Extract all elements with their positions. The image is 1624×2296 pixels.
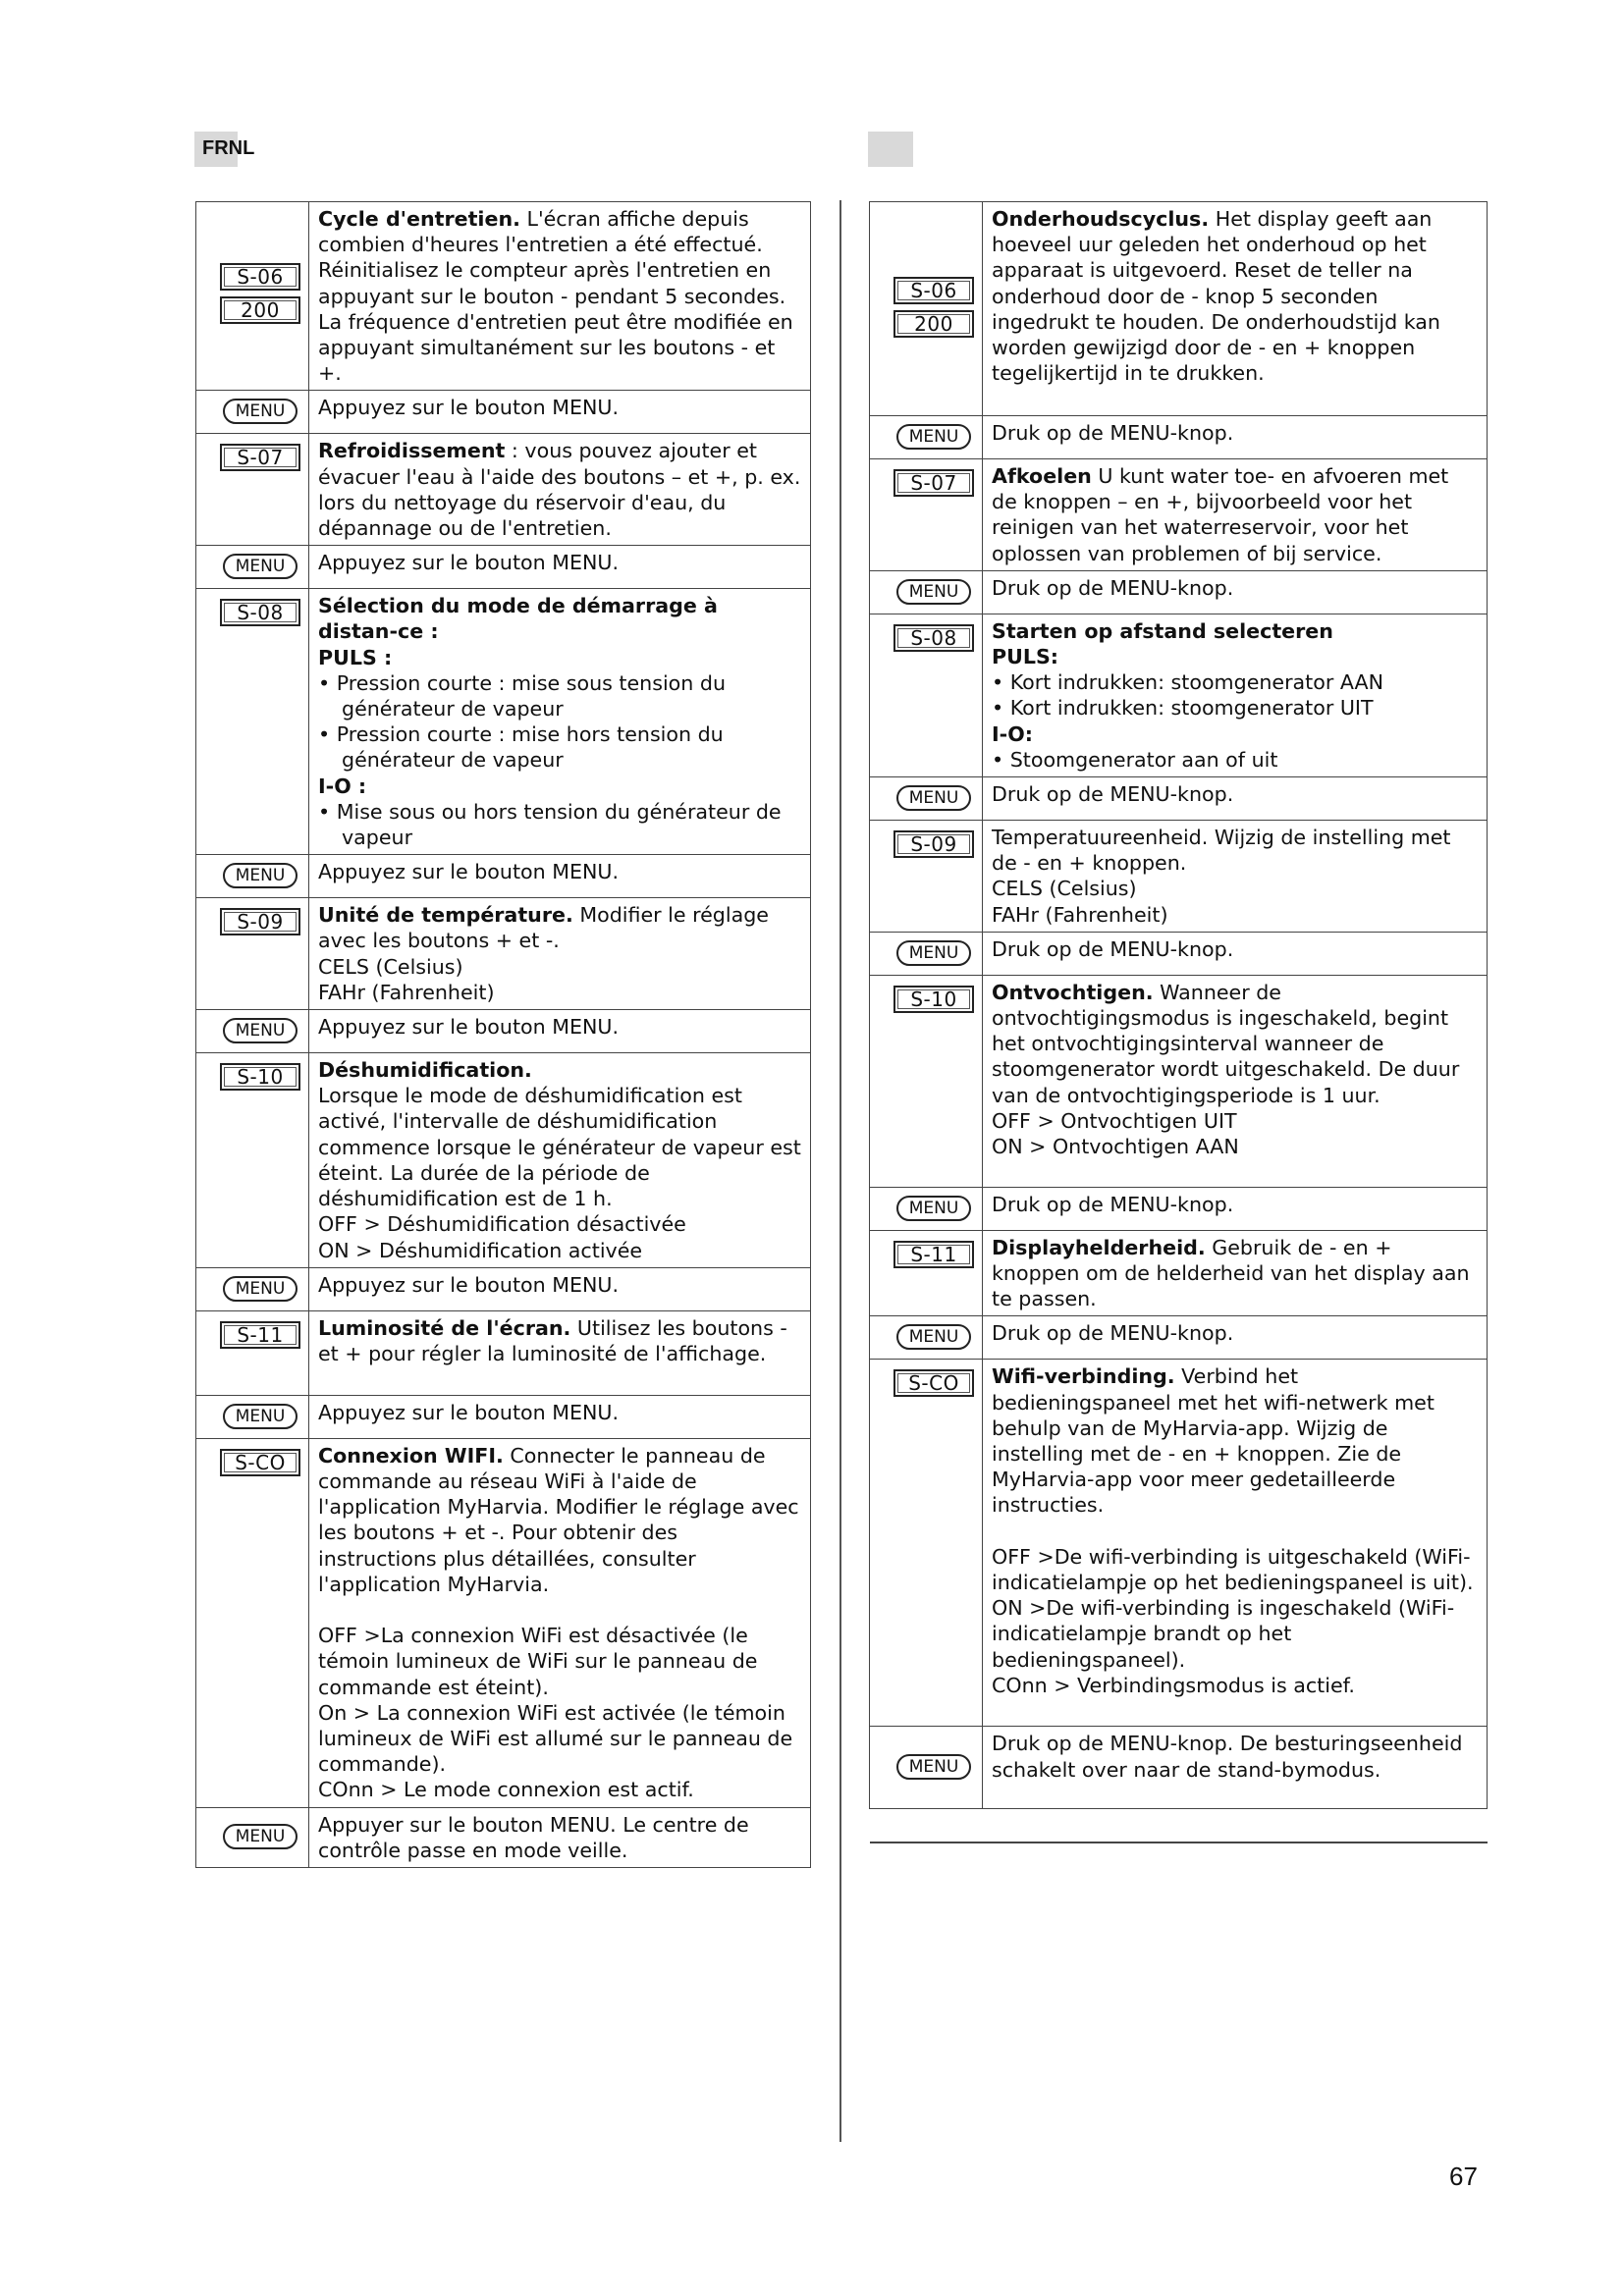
language-code: FRNL <box>202 137 255 159</box>
display-code-box: S-07 <box>893 469 974 497</box>
fr-row-menu-final: MENU Appuyer sur le bouton MENU. Le centre de contrôle passe en mode veille. <box>196 1807 811 1867</box>
menu-button-icon: MENU <box>223 399 298 424</box>
language-tab <box>194 132 255 167</box>
display-code-box: S-10 <box>220 1063 300 1091</box>
display-value-box: 200 <box>220 296 300 324</box>
fr-row-s09: S-09 Unité de température. Modifier le réglage avec les boutons + et -. CELS (Celsius) FAHr (Fahrenheit) <box>196 898 811 1010</box>
fr-row-s06 <box>196 202 811 391</box>
nl-row-s09: S-09 Temperatuureenheid. Wijzig de instelling met de - en + knoppen. CELS (Celsius) FAHr (Fahrenheit) <box>870 821 1488 933</box>
display-code-box: S-CO <box>220 1449 300 1476</box>
menu-button-icon: MENU <box>223 554 298 579</box>
menu-button-icon: MENU <box>223 863 298 888</box>
nl-row-menu: MENU Druk op de MENU-knop. <box>870 1187 1488 1230</box>
nl-row-s08: S-08 Starten op afstand selecteren PULS: • Kort indrukken: stoomgenerator AAN • Kort indrukken: stoomgenerator UIT I-O: • Stoomgenerator aan of uit <box>870 614 1488 776</box>
menu-button-icon: MENU <box>223 1824 298 1849</box>
fr-row-sco: S-CO Connexion WIFI. Connecter le panneau de commande au réseau WiFi à l'aide de l'application MyHarvia. Modifier le réglage avec les boutons + et -. Pour obtenir des instructions plus détaillées, consulter l'application MyHarvia. OFF >La connexion WiFi est désactivée (le témoin lumineux de WiFi sur le panneau de commande est éteint). On > La connexion WiFi est activée (le témoin lumineux de WiFi est allumé sur le panneau de commande). COnn > Le mode connexion est actif. <box>196 1438 811 1807</box>
menu-button-icon: MENU <box>223 1018 298 1043</box>
menu-button-icon: MENU <box>223 1404 298 1429</box>
display-value-box: 200 <box>893 310 974 338</box>
display-code-box: S-11 <box>220 1321 300 1349</box>
nl-row-sco: S-CO Wifi-verbinding. Verbind het bedieningspaneel met het wifi-netwerk met behulp van de MyHarvia-app. Wijzig de instelling met de - en + knoppen. Zie de MyHarvia-app voor meer gedetailleerde instructies. OFF >De wifi-verbinding is uitgeschakeld (WiFi-indicatielampje op het bedieningspaneel is uit). ON >De wifi-verbinding is ingeschakeld (WiFi-indicatielampje brandt op het bedieningspaneel). COnn > Verbindingsmodus is actief. <box>870 1360 1488 1727</box>
fr-row-s10: S-10 Déshumidification. Lorsque le mode de déshumidification est activé, l'intervalle de déshumidification commence lorsque le générateur de vapeur est éteint. La durée de la période de déshumidification est de 1 h. OFF > Déshumidification désactivée ON > Déshumidification activée <box>196 1053 811 1268</box>
nl-row-menu: MENU Druk op de MENU-knop. <box>870 1316 1488 1360</box>
nl-row-menu-final: MENU Druk op de MENU-knop. De besturingseenheid schakelt over naar de stand-bymodus. <box>870 1727 1488 1809</box>
fr-settings-table <box>195 201 811 1868</box>
menu-button-icon: MENU <box>896 785 971 811</box>
language-tab-blank <box>868 132 913 167</box>
nl-row-menu: MENU Druk op de MENU-knop. <box>870 570 1488 614</box>
separator-line <box>870 1842 1488 1843</box>
menu-button-icon: MENU <box>896 1324 971 1350</box>
display-code-box: S-09 <box>220 908 300 935</box>
fr-row-menu: MENU Appuyez sur le bouton MENU. <box>196 546 811 589</box>
menu-button-icon: MENU <box>896 424 971 450</box>
display-code-box: S-09 <box>893 830 974 858</box>
display-code-box: S-07 <box>220 444 300 471</box>
menu-button-icon: MENU <box>223 1276 298 1302</box>
display-code-box: S-06 <box>220 263 300 291</box>
menu-button-icon: MENU <box>896 1754 971 1780</box>
display-code-box: S-06 <box>893 277 974 304</box>
menu-button-icon: MENU <box>896 940 971 966</box>
fr-row-s07: S-07 Refroidissement : vous pouvez ajouter et évacuer l'eau à l'aide des boutons – et +, p. ex. lors du nettoyage du réservoir d'eau, du dépannage ou de l'entretien. <box>196 434 811 546</box>
nl-row-s11: S-11 Displayhelderheid. Gebruik de - en + knoppen om de helderheid van het display aan te passen. <box>870 1230 1488 1316</box>
display-code-box: S-10 <box>893 986 974 1013</box>
display-code-box: S-11 <box>893 1241 974 1268</box>
fr-s06-desc: Cycle d'entretien. L'écran affiche depuis combien d'heures l'entretien a été effectué. Réinitialisez le compteur après l'entretien en appuyant sur le bouton - pendant 5 secondes. La fréquence d'entretien peut être modifiée en appuyant simultanément sur les boutons - et +. <box>309 202 811 391</box>
display-code-box: S-CO <box>893 1369 974 1397</box>
nl-row-s07: S-07 Afkoelen U kunt water toe- en afvoeren met de knoppen – en +, bijvoorbeeld voor het reinigen van het waterreservoir, voor het oplossen van problemen of bij service. <box>870 459 1488 571</box>
fr-row-menu: MENU Appuyez sur le bouton MENU. <box>196 855 811 898</box>
nl-row-s06: S-06 200 Onderhoudscyclus. Het display geeft aan hoeveel uur geleden het onderhoud op het apparaat is uitgevoerd. Reset de teller na onderhoud door de - knop 5 seconden ingedrukt te houden. De onderhoudstijd kan worden gewijzigd door de - en + knoppen tegelijkertijd in te drukken. <box>870 202 1488 416</box>
nl-row-menu: MENU Druk op de MENU-knop. <box>870 932 1488 975</box>
fr-row-s08: S-08 Sélection du mode de démarrage à distan-ce : PULS : • Pression courte : mise sous tension du générateur de vapeur • Pression courte : mise hors tension du générateur de vapeur I-O : • Mise sous ou hors tension du générateur de vapeur <box>196 589 811 855</box>
fr-row-menu: MENU Appuyez sur le bouton MENU. <box>196 1395 811 1438</box>
nl-row-menu: MENU Druk op de MENU-knop. <box>870 416 1488 459</box>
page-number: 67 <box>1449 2162 1478 2191</box>
nl-row-menu: MENU Druk op de MENU-knop. <box>870 777 1488 821</box>
display-code-box: S-08 <box>220 599 300 626</box>
fr-row-menu: MENU Appuyez sur le bouton MENU. <box>196 1010 811 1053</box>
column-divider <box>839 200 841 2142</box>
nl-settings-table <box>869 201 1488 1809</box>
fr-row-menu: MENU Appuyez sur le bouton MENU. <box>196 1267 811 1310</box>
fr-row-menu: MENU Appuyez sur le bouton MENU. <box>196 391 811 434</box>
display-code-box: S-08 <box>893 624 974 652</box>
menu-button-icon: MENU <box>896 1196 971 1221</box>
menu-button-icon: MENU <box>896 579 971 605</box>
fr-row-s11: S-11 Luminosité de l'écran. Utilisez les boutons - et + pour régler la luminosité de l'affichage. <box>196 1310 811 1395</box>
nl-row-s10: S-10 Ontvochtigen. Wanneer de ontvochtigingsmodus is ingeschakeld, begint het ontvochtigingsinterval wanneer de stoomgenerator wordt uitgeschakeld. De duur van de ontvochtigingsperiode is 1 uur. OFF > Ontvochtigen UIT ON > Ontvochtigen AAN <box>870 975 1488 1187</box>
